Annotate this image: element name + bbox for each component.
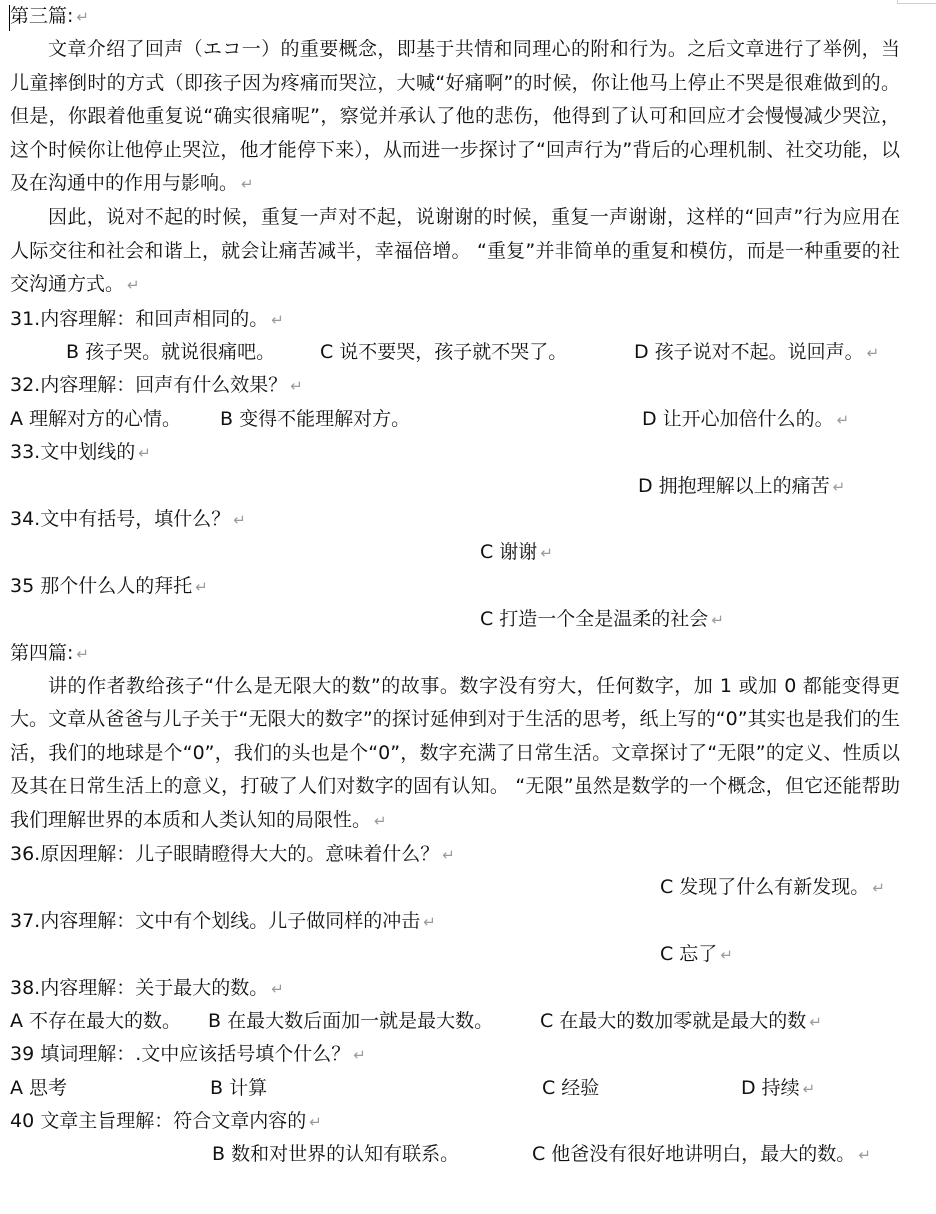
pilcrow-icon: ↵ [809,1012,822,1031]
question-32-options [10,403,900,436]
option-d: D 孩子说对不起。说回声。 ↵ [634,341,880,364]
pilcrow-icon: ↵ [374,811,387,830]
pilcrow-icon: ↵ [127,276,140,295]
option-d: D 让开心加倍什么的。 ↵ [642,407,850,430]
pilcrow-icon: ↵ [802,1079,816,1098]
question-39-options [10,1072,900,1105]
question-40: 40 文章主旨理解：符合文章内容的 ↵ [10,1110,322,1133]
question-35: 35 那个什么人的拜托 ↵ [10,574,208,597]
document-page [10,0,900,1172]
section4-heading: 第四篇: ↵ [10,641,89,664]
section4-paragraph-1: 讲的作者教给孩子“什么是无限大的数”的故事。数字没有穷大，任何数字，加 1 或加 0 都能变得更大。文章从爸爸与儿子关于“无限大的数字”的探讨延伸到对于生活的思考，纸上写的“0”其实也是我们的生活，我们的地球是个“0”，我们的头也是个“0”，数字充满了日常生活。文章探讨了“无限”的定义、性质以及其在日常生活上的意义，打破了人们对数字的固有认知。 “无限”虽然是数学的一个概念，但它还能帮助我们理解世界的本质和人类认知的局限性。 ↵ [10,674,900,831]
pilcrow-icon: ↵ [423,912,436,931]
pilcrow-icon: ↵ [241,175,254,194]
pilcrow-icon: ↵ [76,644,89,663]
pilcrow-icon: ↵ [720,946,733,965]
section3-paragraph-2: 因此，说对不起的时候，重复一声对不起，说谢谢的时候，重复一声谢谢，这样的“回声”行为应用在人际交往和社会和谐上，就会让痛苦减半，幸福倍增。 “重复”并非简单的重复和模仿，而是一种重要的社交沟通方式。 ↵ [10,206,900,296]
page-corner-mark [897,0,936,4]
pilcrow-icon: ↵ [836,410,850,429]
pilcrow-icon: ↵ [866,344,880,363]
pilcrow-icon: ↵ [76,8,89,26]
option-a: A 思考 [10,1076,68,1099]
pilcrow-icon: ↵ [872,879,885,898]
option-b: B 在最大数后面加一就是最大数。 [208,1009,494,1032]
question-40-options [10,1138,900,1171]
question-38-options [10,1005,900,1038]
option-d: D 拥抱理解以上的痛苦 ↵ [638,474,846,497]
option-c: C 谢谢 ↵ [480,541,553,564]
option-c: C 说不要哭，孩子就不哭了。 [320,341,568,364]
pilcrow-icon: ↵ [271,979,284,998]
option-a: A 理解对方的心情。 [10,407,182,430]
option-b: B 变得不能理解对方。 [220,407,411,430]
section3-heading: 第三篇: ↵ [10,5,89,27]
pilcrow-icon: ↵ [271,310,284,329]
question-31: 31.内容理解：和回声相同的。 ↵ [10,307,284,330]
question-36-options [10,871,900,904]
option-b: B 计算 [210,1076,268,1099]
pilcrow-icon: ↵ [353,1046,366,1065]
question-39: 39 填词理解：.文中应该括号填个什么？ ↵ [10,1043,366,1066]
option-c: C 在最大的数加零就是最大的数 ↵ [540,1009,822,1032]
question-38: 38.内容理解：关于最大的数。 ↵ [10,976,284,999]
option-c: C 打造一个全是温柔的社会 ↵ [480,608,724,631]
pilcrow-icon: ↵ [309,1113,322,1132]
option-c: C 经验 [542,1076,600,1099]
question-31-options [10,336,900,369]
question-37-options [10,938,900,971]
pilcrow-icon: ↵ [540,544,553,563]
option-d: D 持续 ↵ [741,1076,816,1099]
pilcrow-icon: ↵ [442,845,455,864]
section3-paragraph-1: 文章介绍了回声（エコ一）的重要概念，即基于共情和同理心的附和行为。之后文章进行了举例，当儿童摔倒时的方式（即孩子因为疼痛而哭泣，大喊“好痛啊”的时候，你让他马上停止不哭是很难做到的。但是，你跟着他重复说“确实很痛呢”，察觉并承认了他的悲伤，他得到了认可和回应才会慢慢减少哭泣，这个时候你让他停止哭泣，他才能停下来），从而进一步探讨了“回声行为”背后的心理机制、社交功能，以及在沟通中的作用与影响。 ↵ [10,38,900,195]
pilcrow-icon: ↵ [711,611,724,630]
question-35-options [10,603,900,636]
question-33-options [10,470,900,503]
question-34-options [10,536,900,569]
option-c: C 发现了什么有新发现。 ↵ [660,876,885,899]
pilcrow-icon: ↵ [195,577,208,596]
pilcrow-icon: ↵ [858,1146,871,1165]
option-b: B 数和对世界的认知有联系。 [212,1143,460,1166]
question-33: 33.文中划线的 ↵ [10,441,151,464]
question-34: 34.文中有括号，填什么？ ↵ [10,507,246,530]
pilcrow-icon: ↵ [290,377,303,396]
pilcrow-icon: ↵ [138,444,151,463]
question-36: 36.原因理解：儿子眼睛瞪得大大的。意味着什么？ ↵ [10,842,455,865]
question-32: 32.内容理解：回声有什么效果？ ↵ [10,374,303,397]
pilcrow-icon: ↵ [233,510,246,529]
pilcrow-icon: ↵ [832,477,846,496]
option-c: C 忘了 ↵ [660,943,733,966]
option-a: A 不存在最大的数。 [10,1009,182,1032]
question-37: 37.内容理解：文中有个划线。儿子做同样的冲击 ↵ [10,909,436,932]
option-c: C 他爸没有很好地讲明白，最大的数。 ↵ [532,1143,871,1166]
option-b: B 孩子哭。就说很痛吧。 [66,341,276,364]
